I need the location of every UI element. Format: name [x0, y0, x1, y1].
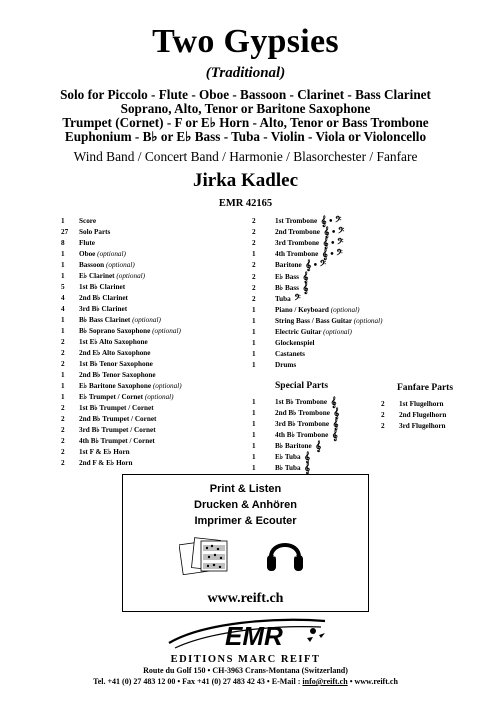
emr-logo: [163, 615, 333, 655]
contact-website: • www.reift.ch: [347, 677, 398, 686]
clef-icon: 𝄞: [330, 408, 340, 419]
part-quantity: 1: [252, 398, 256, 406]
part-quantity: 1: [61, 250, 65, 258]
composer: Jirka Kadlec: [192, 170, 299, 191]
part-label: E♭ Clarinet: [79, 272, 115, 280]
part-name: [399, 410, 446, 420]
part-label: Tuba: [275, 294, 291, 303]
clef-icon: 𝄞: [312, 441, 322, 452]
print-listen-box[interactable]: [122, 474, 369, 612]
optional-note: (optional): [152, 382, 182, 390]
part-label: Electric Guitar: [275, 328, 322, 336]
website-link[interactable]: www.reift.ch: [207, 591, 284, 606]
solo-line-4: Euphonium - B♭ or E♭ Bass - Tuba - Violin - Viola or Violoncello: [64, 129, 427, 144]
clef-icon: 𝄞 • 𝄢: [318, 216, 342, 227]
page-title: Two Gypsies: [152, 23, 339, 60]
part-name: [275, 305, 359, 315]
part-label: 2nd B♭ Trombone: [275, 409, 330, 417]
part-name: [79, 458, 132, 468]
part-label: 3rd B♭ Trombone: [275, 420, 330, 428]
part-quantity: 1: [252, 420, 256, 428]
part-name: [79, 326, 181, 336]
part-label: 2nd E♭ Alto Saxophone: [79, 349, 151, 357]
part-quantity: 2: [252, 239, 256, 248]
optional-note: (optional): [152, 327, 181, 335]
part-quantity: 2: [61, 437, 65, 445]
optional-note: (optional): [323, 328, 352, 336]
optional-note: (optional): [105, 261, 135, 269]
publisher-name: EDITIONS MARC REIFT: [170, 654, 321, 665]
part-quantity: 1: [252, 453, 256, 461]
part-label: 2nd B♭ Clarinet: [79, 294, 128, 302]
part-quantity: 1: [61, 327, 65, 335]
part-name: [79, 260, 135, 270]
part-quantity: 4: [61, 294, 65, 302]
part-quantity: 2: [61, 459, 65, 467]
promo-line-1: Print & Listen: [209, 483, 282, 495]
part-label: 4th Trombone: [275, 250, 319, 259]
part-label: 1st Flugelhorn: [399, 400, 444, 408]
clef-icon: 𝄞: [301, 463, 310, 474]
part-label: B♭ Soprano Saxophone: [79, 327, 151, 335]
part-quantity: 2: [252, 228, 256, 237]
headphones-icon: [265, 533, 305, 575]
part-quantity: 2: [61, 448, 65, 456]
part-name: [275, 430, 338, 440]
part-name: [79, 304, 127, 314]
part-quantity: 1: [252, 464, 256, 472]
contact-phone-fax: Tel. +41 (0) 27 483 12 00 • Fax +41 (0) 27 483 42 43 • E-Mail :: [93, 677, 303, 686]
part-label: 1st B♭ Clarinet: [79, 283, 126, 291]
part-label: String Bass / Bass Guitar: [275, 316, 352, 325]
part-label: E♭ Baritone Saxophone: [79, 382, 152, 390]
part-name: [275, 408, 339, 418]
part-quantity: 4: [61, 305, 65, 313]
part-label: E♭ Tuba: [275, 453, 301, 461]
part-label: 2nd B♭ Tenor Saxophone: [79, 371, 156, 379]
part-quantity: 1: [252, 361, 256, 370]
clef-icon: 𝄞 • 𝄢: [302, 260, 327, 272]
part-label: Score: [79, 217, 97, 225]
part-quantity: 2: [61, 360, 65, 368]
part-quantity: 1: [252, 409, 256, 417]
part-quantity: 1: [252, 328, 256, 336]
part-quantity: 1: [252, 350, 256, 359]
part-name: [275, 397, 337, 407]
part-label: 4th B♭ Trumpet / Cornet: [79, 437, 155, 445]
part-label: Oboe: [79, 250, 96, 258]
solo-line-1: Solo for Piccolo - Flute - Oboe - Bassoon - Clarinet - Bass Clarinet: [60, 87, 431, 102]
part-label: 1st B♭ Trumpet / Cornet: [79, 404, 154, 412]
part-name: [275, 452, 310, 462]
optional-note: (optional): [330, 305, 360, 314]
optional-note: (optional): [144, 393, 174, 401]
part-name: [79, 315, 161, 325]
part-quantity: 2: [252, 261, 256, 270]
part-name: [79, 392, 174, 402]
clef-icon: 𝄞 • 𝄢: [320, 227, 345, 239]
publisher-address: Route du Golf 150 • CH-3963 Crans-Montana (Switzerland): [143, 666, 348, 675]
part-quantity: 1: [252, 431, 256, 439]
part-name: [275, 316, 383, 326]
part-name: [275, 338, 315, 348]
clef-icon: 𝄢: [291, 293, 301, 305]
part-quantity: 27: [61, 228, 69, 236]
part-name: [79, 425, 156, 435]
part-quantity: 2: [381, 422, 385, 430]
part-label: E♭ Trumpet / Cornet: [79, 393, 144, 401]
part-label: 1st F & E♭ Horn: [79, 448, 130, 456]
part-name: [399, 421, 446, 431]
clef-icon: 𝄞: [330, 419, 339, 430]
part-quantity: 2: [61, 415, 65, 423]
part-quantity: 2: [252, 294, 256, 303]
part-quantity: 1: [252, 316, 256, 325]
clef-icon: 𝄞 • 𝄢: [320, 238, 344, 250]
part-label: 2nd F & E♭ Horn: [79, 459, 133, 467]
part-quantity: 1: [252, 305, 256, 314]
part-name: [79, 337, 148, 347]
band-line: Wind Band / Concert Band / Harmonie / Blasorchester / Fanfare: [73, 149, 418, 164]
part-quantity: 2: [252, 283, 256, 292]
part-label: 2nd Trombone: [275, 228, 320, 237]
sheet-music-icon: [179, 535, 231, 575]
clef-icon: 𝄞: [299, 282, 309, 294]
part-quantity: 1: [61, 316, 65, 324]
clef-icon: 𝄞 • 𝄢: [319, 249, 343, 261]
promo-line-3: Imprimer & Ecouter: [194, 515, 297, 527]
clef-icon: 𝄞: [329, 430, 338, 441]
part-name: [79, 282, 125, 292]
part-quantity: 8: [61, 239, 65, 247]
part-name: [275, 272, 308, 282]
part-label: Baritone: [275, 261, 302, 270]
part-quantity: 2: [381, 400, 385, 408]
part-quantity: 1: [61, 382, 65, 390]
part-name: [79, 370, 156, 380]
part-name: [275, 294, 301, 304]
part-name: [275, 419, 339, 429]
part-label: 1st E♭ Alto Saxophone: [79, 338, 148, 346]
part-label: 3rd Trombone: [275, 239, 320, 248]
clef-icon: 𝄞: [299, 271, 309, 283]
part-name: [79, 436, 155, 446]
part-name: [79, 216, 96, 226]
part-label: 3rd Flugelhorn: [399, 422, 446, 430]
part-quantity: 2: [61, 404, 65, 412]
part-label: 2nd Flugelhorn: [399, 411, 447, 419]
solo-line-2: Soprano, Alto, Tenor or Baritone Saxophone: [120, 101, 371, 116]
part-quantity: 1: [61, 371, 65, 379]
promo-line-2: Drucken & Anhören: [194, 499, 297, 511]
part-name: [275, 360, 296, 370]
part-name: [79, 381, 182, 391]
part-label: 2nd B♭ Trumpet / Cornet: [79, 415, 157, 423]
part-name: [275, 260, 326, 270]
part-quantity: 5: [61, 283, 65, 291]
part-name: [79, 238, 95, 248]
part-label: B♭ Bass: [275, 283, 299, 292]
part-label: Piano / Keyboard: [275, 305, 329, 314]
part-name: [79, 403, 154, 413]
part-name: [275, 238, 343, 248]
special-parts-heading: Special Parts: [275, 381, 329, 391]
part-name: [275, 441, 321, 451]
part-quantity: 1: [61, 393, 65, 401]
part-name: [275, 283, 308, 293]
part-label: 3rd B♭ Clarinet: [79, 305, 128, 313]
subtitle: (Traditional): [205, 65, 286, 81]
part-name: [275, 249, 343, 259]
part-name: [399, 399, 444, 409]
part-name: [79, 359, 153, 369]
part-quantity: 1: [61, 261, 65, 269]
clef-icon: 𝄞: [301, 452, 310, 463]
optional-note: (optional): [353, 316, 383, 325]
part-label: E♭ Bass: [275, 272, 299, 281]
part-name: [275, 327, 352, 337]
part-quantity: 1: [61, 217, 65, 225]
part-name: [275, 349, 305, 359]
part-name: [79, 348, 151, 358]
part-quantity: 2: [252, 217, 256, 225]
part-quantity: 1: [252, 442, 256, 450]
logo-text: EMR: [225, 621, 283, 651]
email-link[interactable]: info@reift.ch: [302, 677, 348, 686]
part-quantity: 2: [61, 338, 65, 346]
part-quantity: 1: [252, 250, 256, 259]
part-name: [79, 271, 145, 281]
fanfare-parts-heading: Fanfare Parts: [397, 383, 454, 393]
publisher-contact: [0, 677, 491, 687]
optional-note: (optional): [116, 272, 146, 280]
part-label: Flute: [79, 239, 95, 247]
optional-note: (optional): [97, 250, 126, 258]
part-label: B♭ Tuba: [275, 464, 301, 472]
part-quantity: 2: [61, 426, 65, 434]
catalog-number: EMR 42165: [218, 198, 273, 209]
part-label: 3rd B♭ Trumpet / Cornet: [79, 426, 156, 434]
part-quantity: 1: [61, 272, 65, 280]
part-label: 4th B♭ Trombone: [275, 431, 329, 439]
part-name: [275, 227, 344, 237]
part-quantity: 2: [381, 411, 385, 419]
part-label: 1st Trombone: [275, 217, 318, 225]
optional-note: (optional): [132, 316, 161, 324]
part-label: 1st B♭ Tenor Saxophone: [79, 360, 153, 368]
solo-line-3: Trumpet (Cornet) - F or E♭ Horn - Alto, Tenor or Bass Trombone: [62, 115, 429, 130]
part-label: Drums: [275, 361, 297, 370]
part-name: [79, 414, 156, 424]
part-name: [79, 447, 130, 457]
part-label: B♭ Baritone: [275, 442, 312, 450]
part-label: 1st B♭ Trombone: [275, 398, 328, 406]
part-name: [275, 216, 341, 226]
part-name: [79, 293, 128, 303]
part-label: B♭ Bass Clarinet: [79, 316, 131, 324]
part-label: Solo Parts: [79, 228, 111, 236]
part-quantity: 2: [252, 272, 256, 281]
part-quantity: 1: [252, 339, 256, 348]
part-label: Castanets: [275, 350, 305, 359]
part-label: Bassoon: [79, 261, 105, 269]
part-quantity: 2: [61, 349, 65, 357]
part-name: [79, 249, 126, 259]
part-name: [275, 463, 310, 473]
part-label: Glockenspiel: [275, 339, 315, 348]
part-name: [79, 227, 110, 237]
clef-icon: 𝄞: [328, 397, 337, 408]
